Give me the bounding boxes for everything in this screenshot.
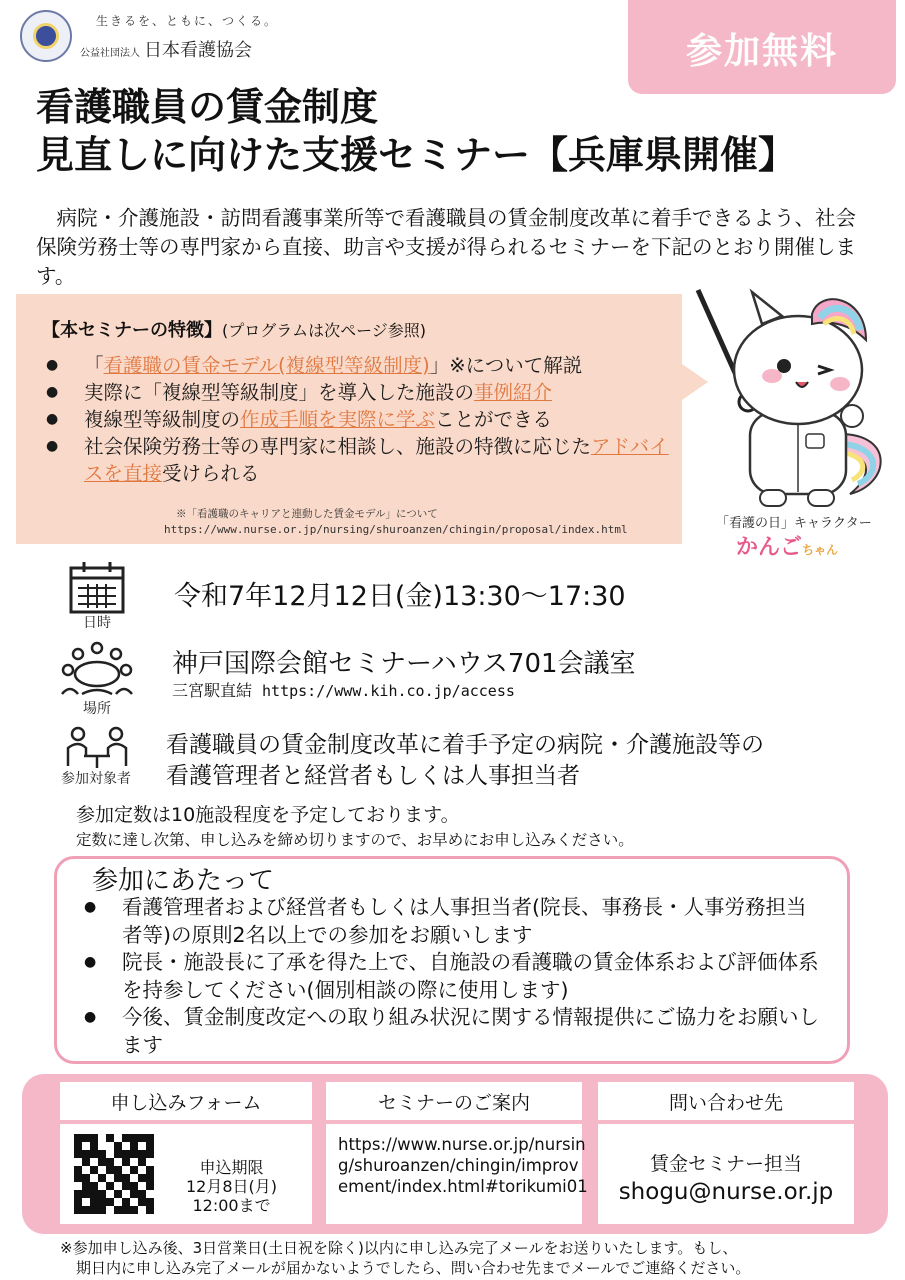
mascot-name-suffix: ちゃん [802,543,839,557]
features-heading: 【本セミナーの特徴】(プログラムは次ページ参照) [42,320,427,341]
participants-icon [64,726,130,768]
notice-list [84,894,824,1059]
notice-item: ● 今後、賃金制度改定への取り組み状況に関する情報提供にご協力をお願いします [84,1004,824,1059]
application-deadline: 申込期限 12月8日(月) 12:00まで [186,1158,278,1215]
target-audience: 看護職員の賃金制度改革に着手予定の病院・介護施設等の 看護管理者と経営者もしくは人事担当者 [166,732,764,789]
org-logo [20,10,72,62]
calendar-icon [68,560,126,616]
event-date: 令和7年12月12日(金)13:30〜17:30 [174,581,626,612]
meeting-room-icon [60,640,134,698]
venue-url[interactable]: https://www.kih.co.jp/access [262,682,515,700]
notice-item: ● 看護管理者および経営者もしくは人事担当者(院長、事務長・人事労務担当者等)の原則2名以上での参加をお願いします [84,894,824,949]
capacity-text: 参加定数は10施設程度を予定しております。 [76,804,460,826]
venue-name: 神戸国際会館セミナーハウス701会議室 [172,649,636,679]
features-footnote-url[interactable]: https://www.nurse.or.jp/nursing/shuroanzen/chingin/proposal/index.html [164,523,628,536]
org-title: 日本看護協会 [144,40,252,61]
features-list [46,352,686,487]
feature-item: ● 「看護職の賃金モデル(複線型等級制度)」※について解説 [46,352,686,379]
org-prefix: 公益社団法人 [80,48,140,59]
contact-email[interactable]: shogu@nurse.or.jp [618,1179,834,1205]
notice-title: 参加にあたって [92,866,275,896]
seminar-guide-link[interactable]: https://www.nurse.or.jp/nursing/shuroanzen/chingin/improvement/index.html#torikumi01 [338,1135,588,1196]
intro-text: 病院・介護施設・訪問看護事業所等で看護職員の賃金制度改革に着手できるよう、社会保険労務士等の専門家から直接、助言や支援が得られるセミナーを下記のとおり開催します。 [36,206,856,288]
capacity-note: 定数に達し次第、申し込みを締め切りますので、お早めにお申し込みください。 [76,831,634,849]
features-heading-note: (プログラムは次ページ参照) [222,321,427,340]
free-badge: 参加無料 [628,0,896,94]
contact-info [598,1150,854,1206]
guide-column-head: セミナーのご案内 [326,1082,582,1120]
features-footnote: ※「看護職のキャリアと連動した賃金モデル」について [176,508,438,520]
slogan: 生きるを、ともに、つくる。 [96,14,279,28]
target-label: 参加対象者 [61,771,131,787]
form-column-head: 申し込みフォーム [60,1082,312,1120]
contact-column-head: 問い合わせ先 [598,1082,854,1120]
date-label: 日時 [83,615,111,631]
feature-item: ● 実際に「複線型等級制度」を導入した施設の事例紹介 [46,379,686,406]
qr-code[interactable] [74,1134,154,1214]
mascot-caption: 「看護の日」キャラクター [716,516,872,531]
footnote: ※参加申し込み後、3日営業日(土日祝を除く)以内に申し込み完了メールをお送りいたします。もし、 期日内に申し込み完了メールが届かないようでしたら、問い合わせ先までメールでご連絡ください。 [60,1239,751,1277]
notice-item: ● 院長・施設長に了承を得た上で、自施設の看護職の賃金体系および評価体系を持参してください(個別相談の際に使用します) [84,949,824,1004]
mascot-illustration [690,284,900,510]
page-title-line1: 看護職員の賃金制度 [36,85,379,129]
venue-access: 三宮駅直結 https://www.kih.co.jp/access [172,681,515,700]
org-name [80,36,252,62]
feature-item: ● 社会保険労務士等の専門家に相談し、施設の特徴に応じたアドバイスを直接受けられる [46,433,686,487]
contact-name: 賃金セミナー担当 [649,1153,802,1175]
feature-item: ● 複線型等級制度の作成手順を実際に学ぶことができる [46,406,686,433]
mascot-name: かんごちゃん [736,535,839,560]
venue-label: 場所 [83,701,111,717]
page-title-line2: 見直しに向けた支援セミナー【兵庫県開催】 [36,133,797,177]
